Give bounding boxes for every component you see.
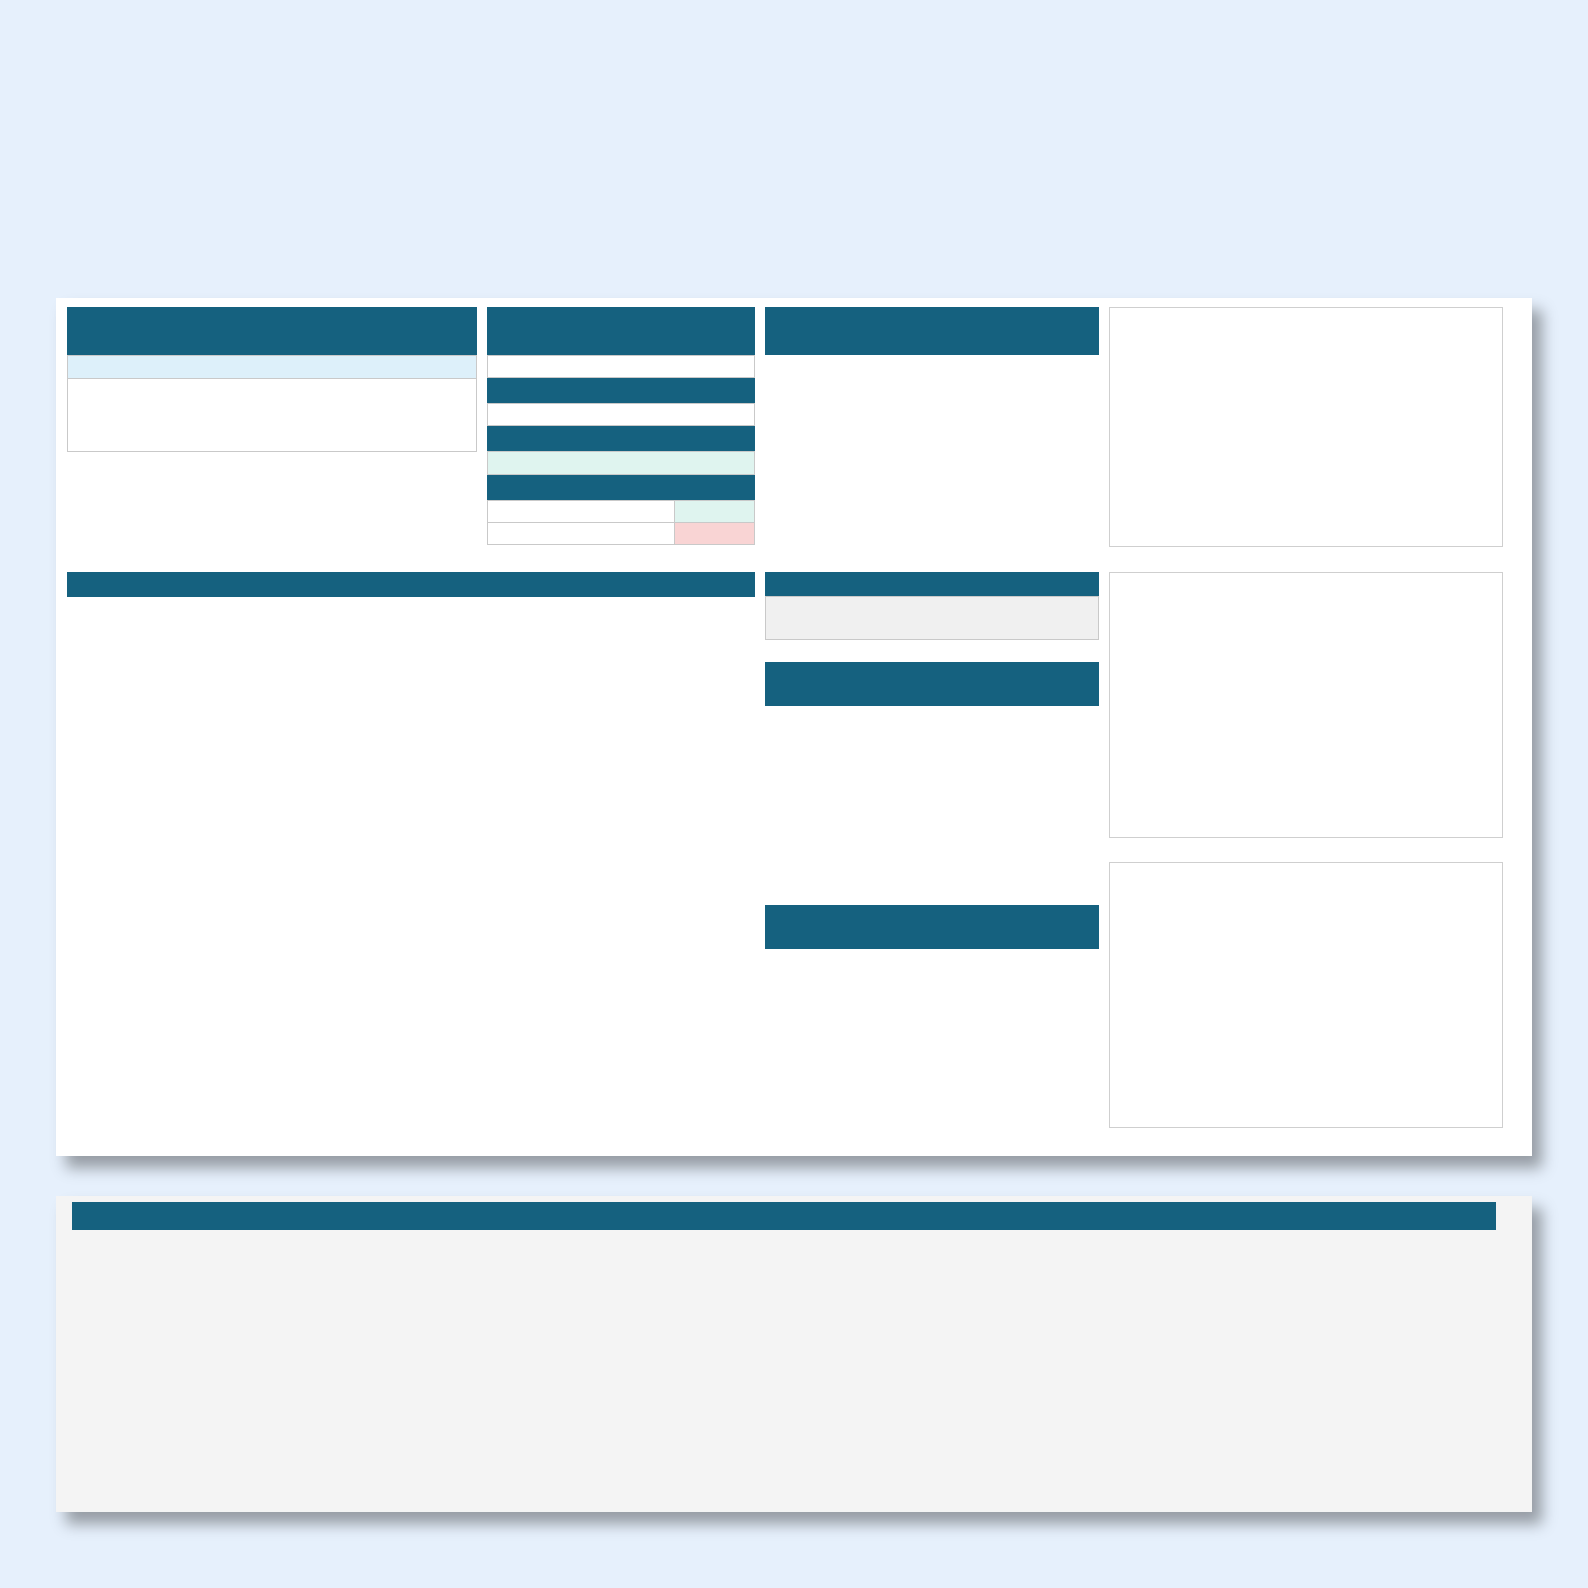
client-list — [67, 572, 755, 597]
estimated-sessions-title — [765, 905, 1099, 949]
actual-sessions-chart — [1109, 307, 1503, 547]
available-slots-title — [765, 662, 1099, 706]
expected-cancellations-value[interactable] — [488, 404, 755, 426]
sessions-remaining-value — [675, 522, 755, 544]
contact-details-title — [72, 1202, 1496, 1230]
caseload-breakdown-title — [487, 475, 755, 500]
capacity-block — [765, 572, 1099, 640]
contact-details-block — [72, 1202, 1496, 1230]
notes-label — [67, 355, 477, 379]
available-slots-block — [765, 662, 1099, 706]
actual-sessions-block — [765, 307, 1099, 355]
total-weekly-title — [487, 426, 755, 451]
scheduled-remaining-chart — [1109, 572, 1503, 838]
sessions-scheduled-value — [675, 500, 755, 522]
client-col-name — [68, 573, 214, 597]
actual-sessions-title — [765, 307, 1099, 355]
scheduled-bar-chart — [1110, 863, 1504, 1129]
notes-value[interactable] — [67, 379, 477, 452]
contact-details-sheet — [56, 1196, 1532, 1512]
client-col-frequency — [214, 573, 365, 597]
contact-finder-title — [67, 307, 477, 355]
client-col-notes — [365, 573, 755, 597]
dashboard-sheet — [56, 298, 1532, 1156]
estimated-sessions-block — [765, 905, 1099, 949]
capacity-title — [765, 572, 1099, 596]
sessions-scheduled-label — [488, 500, 675, 522]
total-weekly-value — [488, 452, 755, 474]
capacity-value — [765, 596, 1099, 640]
scheduled-remaining-donut — [1207, 607, 1407, 807]
ideal-sessions-block — [487, 307, 755, 545]
actual-sessions-donut — [1124, 336, 1344, 556]
expected-cancellations-title — [487, 378, 755, 403]
ideal-sessions-title — [487, 307, 755, 355]
sessions-remaining-label — [488, 522, 675, 544]
client-table — [67, 572, 755, 597]
ideal-sessions-value[interactable] — [488, 356, 755, 378]
contact-finder — [67, 307, 477, 452]
ideal-sessions-table — [487, 355, 755, 378]
scheduled-by-frequency-chart — [1109, 862, 1503, 1128]
